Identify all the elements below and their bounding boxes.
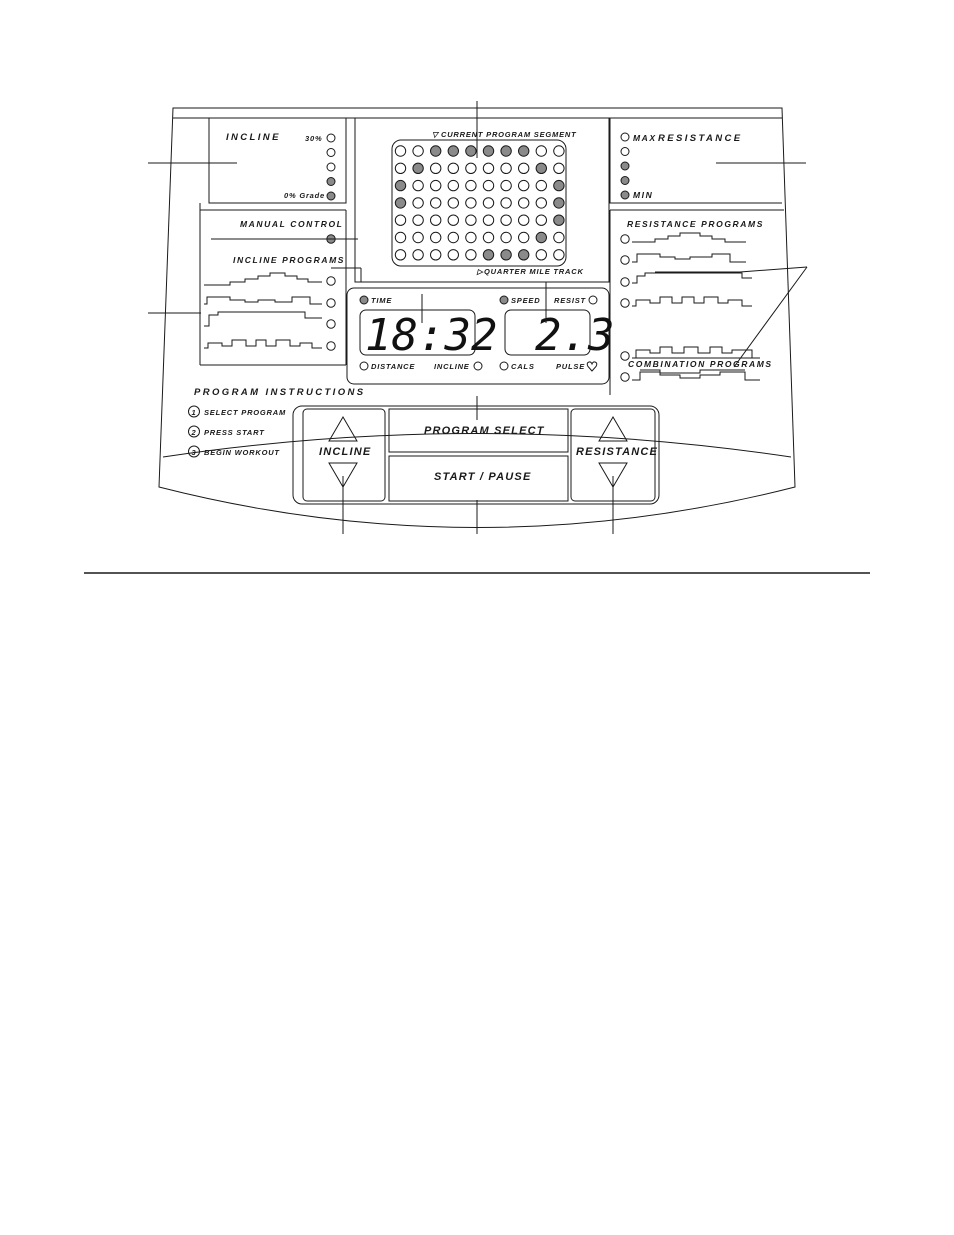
matrix-led — [536, 146, 546, 156]
matrix-led — [413, 198, 423, 208]
matrix-led — [501, 215, 511, 225]
matrix-led — [536, 198, 546, 208]
matrix-led — [431, 198, 441, 208]
incline-program-led[interactable] — [327, 299, 335, 307]
matrix-led — [554, 250, 564, 260]
matrix-led — [554, 232, 564, 242]
matrix-led — [519, 163, 529, 173]
matrix-led — [413, 250, 423, 260]
distance-label: DISTANCE — [371, 362, 416, 371]
matrix-led — [448, 180, 458, 190]
matrix-led — [501, 232, 511, 242]
resistance-program-leds — [621, 235, 629, 307]
resistance-level-led — [621, 177, 629, 185]
resistance-min-label: MIN — [633, 190, 654, 200]
matrix-led — [483, 180, 493, 190]
matrix-led — [448, 198, 458, 208]
instructions-title: PROGRAM INSTRUCTIONS — [194, 387, 366, 398]
incline-program-led[interactable] — [327, 320, 335, 328]
matrix-led — [395, 146, 405, 156]
manual-control-label: MANUAL CONTROL — [240, 219, 344, 229]
incline-panel-frame — [209, 118, 346, 203]
incline-button-label[interactable]: INCLINE — [319, 446, 372, 458]
cals-led — [500, 362, 508, 370]
matrix-led — [448, 232, 458, 242]
matrix-led — [519, 250, 529, 260]
matrix-led — [466, 215, 476, 225]
incline-level-led — [327, 149, 335, 157]
combination-programs-title: COMBINATION PROGRAMS — [628, 359, 773, 369]
matrix-led — [431, 215, 441, 225]
speed-led — [500, 296, 508, 304]
start-pause-label[interactable]: START / PAUSE — [434, 471, 532, 483]
matrix-led — [413, 232, 423, 242]
resistance-max-label: MAX — [633, 133, 657, 143]
resistance-program-led[interactable] — [621, 278, 629, 286]
matrix-led — [431, 250, 441, 260]
matrix-led — [554, 198, 564, 208]
resist-led — [589, 296, 597, 304]
matrix-led — [413, 146, 423, 156]
incline-top-label: 30% — [305, 134, 323, 143]
resistance-level-led — [621, 191, 629, 199]
matrix-led — [501, 180, 511, 190]
resistance-program-led[interactable] — [621, 235, 629, 243]
matrix-led — [466, 163, 476, 173]
matrix-led — [483, 163, 493, 173]
matrix-led — [466, 146, 476, 156]
heart-icon — [587, 362, 597, 371]
matrix-led — [519, 180, 529, 190]
matrix-top-label: CURRENT PROGRAM SEGMENT — [441, 130, 577, 139]
step-text: BEGIN WORKOUT — [204, 448, 280, 457]
incline-program-led[interactable] — [327, 277, 335, 285]
matrix-led — [554, 163, 564, 173]
matrix-led — [466, 250, 476, 260]
matrix-led — [466, 198, 476, 208]
matrix-bottom-label: QUARTER MILE TRACK — [484, 267, 584, 276]
step-text: PRESS START — [204, 428, 265, 437]
time-led — [360, 296, 368, 304]
time-label: TIME — [371, 296, 393, 305]
matrix-led — [395, 250, 405, 260]
matrix-led — [431, 180, 441, 190]
step-number: 2 — [191, 428, 197, 437]
incline-led-column — [327, 134, 335, 200]
matrix-led — [536, 215, 546, 225]
resistance-button-label[interactable]: RESISTANCE — [576, 446, 659, 458]
matrix-led — [431, 232, 441, 242]
matrix-led — [536, 232, 546, 242]
resistance-programs-title: RESISTANCE PROGRAMS — [627, 219, 764, 229]
led-matrix — [395, 146, 564, 260]
matrix-led — [519, 215, 529, 225]
program-select-label[interactable]: PROGRAM SELECT — [424, 425, 545, 437]
matrix-led — [448, 146, 458, 156]
resistance-level-led — [621, 133, 629, 141]
incline-level-led — [327, 192, 335, 200]
incline-level-led — [327, 163, 335, 171]
incline-program-led[interactable] — [327, 342, 335, 350]
matrix-panel-frame — [355, 118, 609, 282]
matrix-led — [554, 180, 564, 190]
matrix-led — [448, 215, 458, 225]
right-lcd-value: 2.3 — [535, 310, 615, 361]
matrix-led — [431, 163, 441, 173]
matrix-led — [519, 146, 529, 156]
left-lcd-value: 18:32 — [365, 310, 498, 361]
combination-program-led[interactable] — [621, 352, 629, 360]
combination-program-led[interactable] — [621, 373, 629, 381]
resistance-program-led[interactable] — [621, 256, 629, 264]
matrix-led — [395, 198, 405, 208]
matrix-led — [395, 232, 405, 242]
matrix-top-marker: ▽ — [432, 130, 439, 139]
matrix-led — [501, 250, 511, 260]
resistance-level-led — [621, 162, 629, 170]
cals-label: CALS — [511, 362, 535, 371]
matrix-led — [395, 163, 405, 173]
resistance-level-led — [621, 148, 629, 156]
incline-level-led — [327, 134, 335, 142]
matrix-led — [413, 180, 423, 190]
speed-label: SPEED — [511, 296, 541, 305]
incline-program-profiles — [204, 273, 322, 348]
resistance-program-profiles — [632, 233, 752, 306]
incline-title: INCLINE — [226, 132, 281, 143]
incline-level-led — [327, 178, 335, 186]
matrix-bottom-marker: ▷ — [477, 267, 484, 276]
matrix-led — [519, 198, 529, 208]
matrix-led — [501, 198, 511, 208]
matrix-led — [536, 250, 546, 260]
incline-led — [474, 362, 482, 370]
matrix-led — [448, 250, 458, 260]
matrix-led — [483, 146, 493, 156]
matrix-led — [501, 163, 511, 173]
matrix-led — [554, 215, 564, 225]
pulse-label: PULSE — [556, 362, 586, 371]
instruction-steps — [189, 406, 287, 457]
incline-programs-title: INCLINE PROGRAMS — [233, 255, 346, 265]
incline-program-leds — [327, 277, 335, 350]
matrix-led — [395, 215, 405, 225]
matrix-led — [501, 146, 511, 156]
matrix-led — [483, 198, 493, 208]
matrix-led — [413, 163, 423, 173]
matrix-led — [431, 146, 441, 156]
resistance-title: RESISTANCE — [658, 133, 743, 144]
matrix-led — [483, 250, 493, 260]
matrix-led — [483, 232, 493, 242]
matrix-led — [395, 180, 405, 190]
display-incline-label: INCLINE — [434, 362, 470, 371]
matrix-led — [413, 215, 423, 225]
step-number: 3 — [191, 448, 197, 457]
step-text: SELECT PROGRAM — [204, 408, 287, 417]
matrix-led — [466, 232, 476, 242]
step-number: 1 — [191, 408, 197, 417]
matrix-led — [554, 146, 564, 156]
matrix-led — [519, 232, 529, 242]
incline-bottom-label: 0% Grade — [284, 191, 325, 200]
matrix-led — [448, 163, 458, 173]
distance-led — [360, 362, 368, 370]
resist-label: RESIST — [554, 296, 586, 305]
resistance-led-column — [621, 133, 629, 199]
matrix-led — [536, 180, 546, 190]
matrix-led — [536, 163, 546, 173]
matrix-led — [483, 215, 493, 225]
resistance-program-led[interactable] — [621, 299, 629, 307]
matrix-led — [466, 180, 476, 190]
